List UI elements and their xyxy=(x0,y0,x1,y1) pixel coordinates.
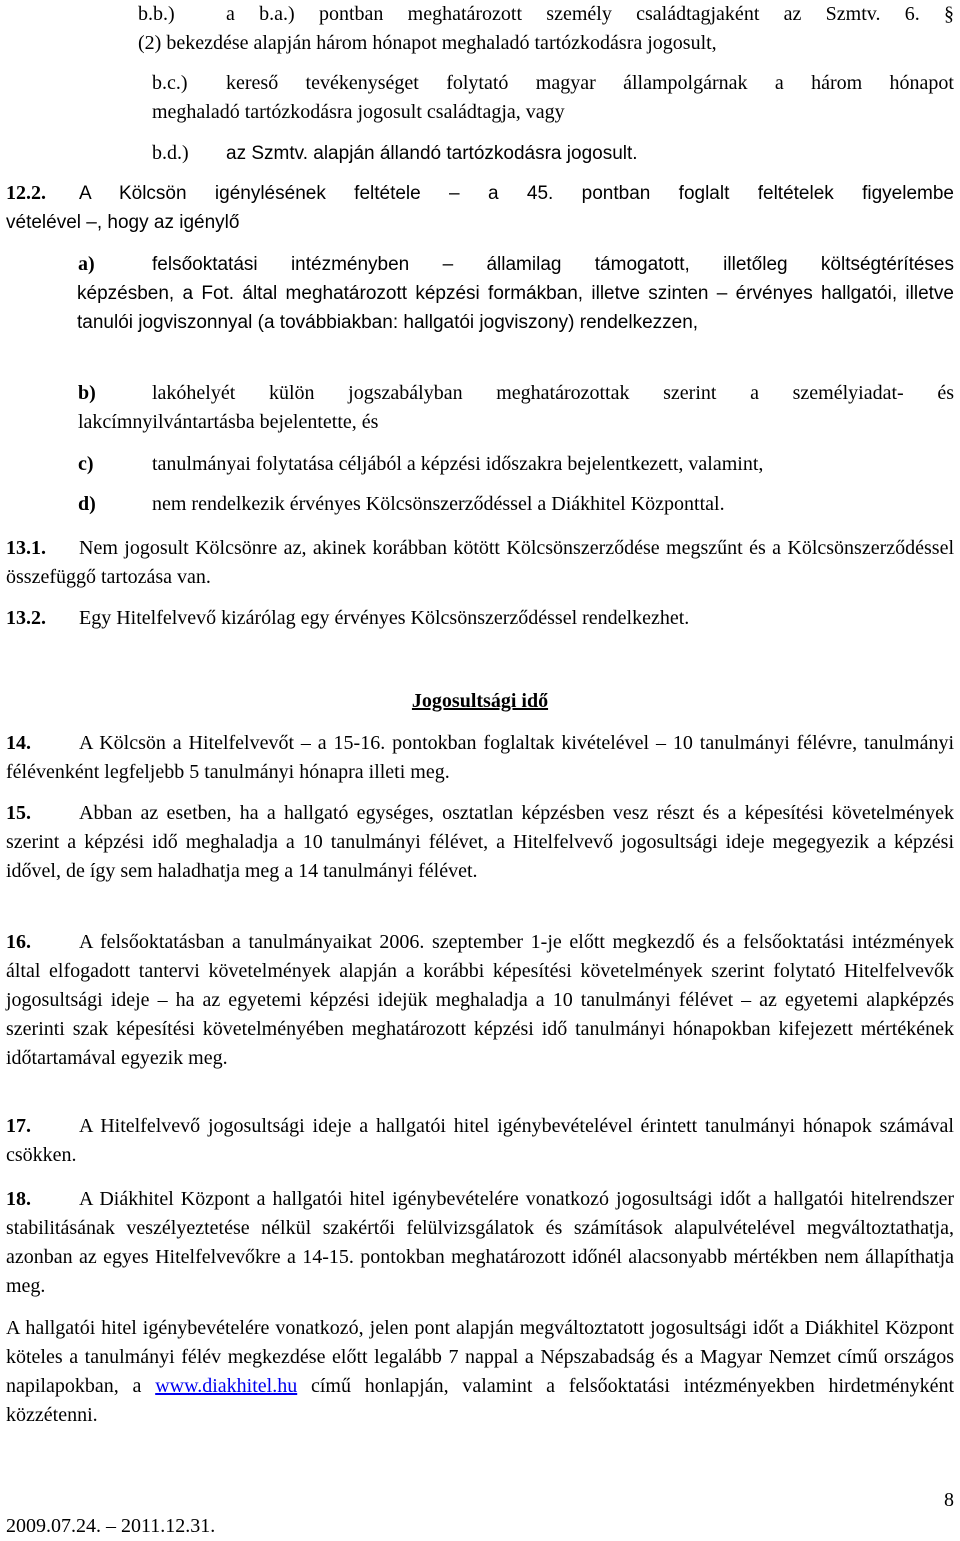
paragraph-14 xyxy=(6,729,954,787)
item-label: b.b.) xyxy=(138,3,175,25)
paragraph-text: Nem jogosult Kölcsönre az, akinek korábban kötött Kölcsönszerződése megszűnt és a Kölcsönszerződéssel összefüggő tartozása van. xyxy=(6,537,954,588)
paragraph-number: 12.2. xyxy=(6,182,46,204)
list-item-bd xyxy=(152,139,954,168)
paragraph-text: A felsőoktatásban a tanulmányaikat 2006. szeptember 1-je előtt megkezdő és a felsőoktatási intézmények által elfogadott tantervi követelmények alapján a korábbi képesítési követelmények szerint folytató Hitelfelvevők jogosultsági ideje – ha az egyetemi képzési idejük meghaladja a 10 tanulmányi félévet – az egyetemi alapképzés szerinti szak képesítési követelményében meghatározott képzési idő tanulmányi hónapokban kifejezett mértékének időtartamával egyezik meg. xyxy=(6,931,954,1069)
paragraph-number: 17. xyxy=(6,1115,31,1137)
item-text-line2: (2) bekezdése alapján három hónapot meghaladó tartózkodásra jogosult, xyxy=(138,32,717,54)
item-text-first: felsőoktatási intézményben – államilag támogatott, illetőleg költségtérítéses xyxy=(152,254,954,275)
paragraph-13-1 xyxy=(6,534,954,592)
paragraph-line2: vételével –, hogy az igénylő xyxy=(6,212,240,233)
diakhitel-link[interactable]: www.diakhitel.hu xyxy=(155,1375,298,1397)
paragraph-text: Egy Hitelfelvevő kizárólag egy érvényes Kölcsönszerződéssel rendelkezhet. xyxy=(79,607,690,629)
list-item-a xyxy=(78,250,954,337)
item-label: c) xyxy=(78,453,94,475)
footer-date-range: 2009.07.24. – 2011.12.31. xyxy=(6,1515,216,1537)
item-text-rest: képzésben, a Fot. által meghatározott képzési formákban, illetve szinten – érvényes hallgatói, illetve tanulói jogviszonnyal (a továbbiakban: hallgatói jogviszony) rendelkezzen, xyxy=(77,283,954,333)
paragraph-number: 14. xyxy=(6,732,31,754)
paragraph-text: Abban az esetben, ha a hallgató egységes, osztatlan képzésben vesz részt és a képesítési követelmények szerint a képzési idő meghaladja a 10 tanulmányi félévet, a Hitelfelvevő jogosultsági ideje megegyezik a képzési idővel, de így sem haladhatja meg a 14 tanulmányi félévet. xyxy=(6,802,954,882)
list-item-b xyxy=(78,379,954,437)
item-text: nem rendelkezik érvényes Kölcsönszerződéssel a Diákhitel Központtal. xyxy=(152,493,725,515)
item-label: d) xyxy=(78,493,96,515)
item-label: a) xyxy=(78,253,95,275)
paragraph-13-2 xyxy=(6,604,954,633)
list-item-d xyxy=(78,490,954,519)
paragraph-17 xyxy=(6,1112,954,1170)
paragraph-text-before: A hallgatói hitel igénybevételére vonatkozó, jelen pont alapján megváltoztatott jogosultsági időt a Diákhitel Központ köteles a tanulmányi félév megkezdése előtt legalább 7 nappal a Népszabadság és a Magyar Nemzet című országos napilapokban, a xyxy=(6,1317,954,1397)
item-label: b) xyxy=(78,382,96,404)
paragraph-number: 15. xyxy=(6,802,31,824)
paragraph-text-after: című honlapján, valamint a felsőoktatási intézményekben hirdetményként közzétenni. xyxy=(6,1375,955,1426)
item-text-rest: lakcímnyilvántartásba bejelentette, és xyxy=(78,411,379,433)
item-text-line1: a b.a.) pontban meghatározott személy családtagjaként az Szmtv. 6. § xyxy=(226,3,954,25)
paragraph-number: 18. xyxy=(6,1188,31,1210)
paragraph-12-2 xyxy=(6,179,954,237)
section-heading-text: Jogosultsági idő xyxy=(411,690,549,712)
paragraph-final xyxy=(6,1314,954,1430)
paragraph-number: 13.2. xyxy=(6,607,46,629)
paragraph-text: A Kölcsön a Hitelfelvevőt – a 15-16. pontokban foglaltak kivételével – 10 tanulmányi félévre, tanulmányi félévenként legfeljebb 5 tanulmányi hónapra illeti meg. xyxy=(6,732,954,783)
paragraph-text: A Hitelfelvevő jogosultsági ideje a hallgatói hitel igénybevételével érintett tanulmányi hónapok számával csökken. xyxy=(6,1115,954,1166)
item-text-first: lakóhelyét külön jogszabályban meghatározottak szerint a személyiadat- és xyxy=(152,382,954,404)
paragraph-text: A Diákhitel Központ a hallgatói hitel igénybevételére vonatkozó jogosultsági időt a hallgatói hitelrendszer stabilitásának veszélyeztetése nélkül szakértői felülvizsgálatok és számítások alapulvételével megváltoztathatja, azonban az egyes Hitelfelvevőkre a 14-15. pontokban meghatározott időnél alacsonyabb mértékben nem állapíthatja meg. xyxy=(6,1188,954,1297)
section-heading xyxy=(0,687,960,716)
item-label: b.d.) xyxy=(152,142,189,164)
paragraph-18 xyxy=(6,1185,954,1301)
paragraph-line1: A Kölcsön igénylésének feltétele – a 45. pontban foglalt feltételek figyelembe xyxy=(79,183,954,204)
list-item-bc xyxy=(152,69,954,127)
item-text-line1: kereső tevékenységet folytató magyar állampolgárnak a három hónapot xyxy=(226,72,954,94)
item-label: b.c.) xyxy=(152,72,188,94)
paragraph-15 xyxy=(6,799,954,886)
list-item-c xyxy=(78,450,954,479)
item-text-line2: meghaladó tartózkodásra jogosult családtagja, vagy xyxy=(152,101,565,123)
paragraph-number: 13.1. xyxy=(6,537,46,559)
item-text: tanulmányai folytatása céljából a képzési időszakra bejelentkezett, valamint, xyxy=(152,453,764,475)
paragraph-16 xyxy=(6,928,954,1073)
page-number: 8 xyxy=(944,1489,954,1511)
item-text: az Szmtv. alapján állandó tartózkodásra jogosult. xyxy=(226,143,638,164)
paragraph-number: 16. xyxy=(6,931,31,953)
list-item-bb xyxy=(138,0,954,58)
